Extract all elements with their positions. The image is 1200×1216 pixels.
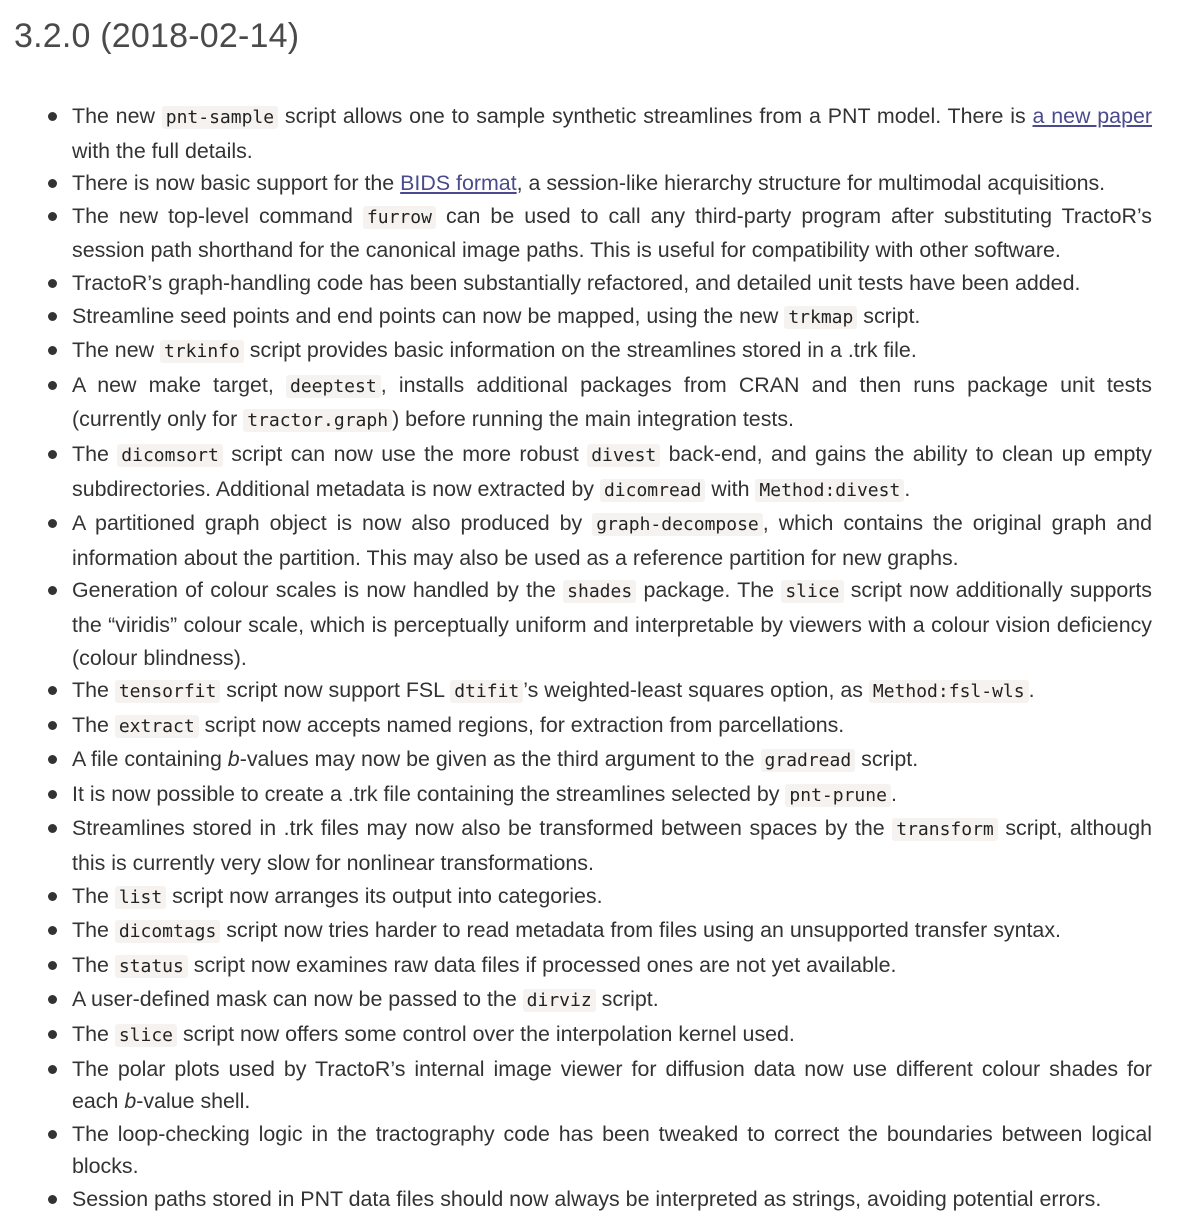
item-text: script provides basic information on the streamlines stored in a .trk file. (243, 338, 917, 363)
list-item-graph-decompose (72, 507, 1152, 574)
bullet-icon (48, 995, 57, 1004)
item-text: A partitioned graph object is now also produced by (72, 511, 593, 536)
bullet-icon (48, 1065, 57, 1074)
item-text: Streamline seed points and end points can now be mapped, using the new (72, 303, 785, 328)
list-item-pnt-prune (72, 778, 1152, 813)
item-text: The loop-checking logic in the tractography code has been tweaked to correct the boundaries between logical blocks. (72, 1121, 1152, 1179)
list-item-list (72, 880, 1152, 915)
version-heading: 3.2.0 (2018-02-14) (14, 17, 300, 55)
inline-code: slice (115, 1024, 177, 1047)
item-text: Generation of colour scales is now handled by the (72, 578, 564, 603)
item-text: The (72, 918, 115, 943)
item-text: A user-defined mask can now be passed to the (72, 987, 523, 1012)
item-text: script now support FSL (220, 678, 451, 703)
item-text: ) before running the main integration tests. (392, 407, 794, 432)
list-item-furrow (72, 200, 1152, 267)
inline-code: furrow (363, 206, 436, 229)
bullet-icon (48, 755, 57, 764)
bullet-icon (48, 1130, 57, 1139)
list-item-loop-checking (72, 1118, 1152, 1183)
inline-code: slice (781, 580, 843, 603)
item-text: A new make target, (72, 372, 286, 397)
inline-code: dicomsort (117, 444, 223, 467)
item-text: , installs additional packages from CRAN and then runs package unit tests (currently only for (72, 372, 1152, 432)
bullet-icon (48, 346, 57, 355)
list-item-transform (72, 812, 1152, 879)
item-text: with the full details. (72, 138, 253, 163)
inline-code: tractor.graph (243, 409, 392, 432)
bullet-icon (48, 892, 57, 901)
item-text: can be used to call any third-party program after substituting TractoR’s session path shorthand for the canonical image paths. This is useful for compatibility with other software. (72, 203, 1152, 263)
item-text: The (72, 1022, 115, 1047)
inline-code: extract (115, 715, 199, 738)
list-item-polar-plots (72, 1053, 1152, 1118)
bullet-icon (48, 112, 57, 121)
item-text: script now tries harder to read metadata from files using an unsupported transfer syntax. (220, 918, 1061, 943)
list-item-bids (72, 167, 1152, 200)
list-item-status (72, 949, 1152, 984)
inline-code: tensorfit (115, 680, 221, 703)
item-text: The (72, 441, 118, 466)
inline-link[interactable]: a new paper (1032, 104, 1152, 128)
inline-code: status (115, 955, 188, 978)
emphasis-text: b (227, 747, 240, 772)
item-text: , which contains the original graph and information about the partition. This may also be used as a reference partition for new graphs. (72, 511, 1152, 570)
item-text: script now arranges its output into categories. (166, 883, 603, 908)
list-item-gradread (72, 743, 1152, 778)
list-item-session-paths (72, 1183, 1152, 1216)
bullet-icon (48, 450, 57, 459)
bullet-icon (48, 312, 57, 321)
bullet-icon (48, 279, 57, 288)
inline-code: gradread (761, 749, 856, 772)
item-text: It is now possible to create a .trk file containing the streamlines selected by (72, 781, 786, 806)
item-text: script now offers some control over the interpolation kernel used. (177, 1022, 795, 1047)
inline-code: dtifit (450, 680, 523, 703)
inline-code: dicomtags (115, 920, 221, 943)
list-item-shades (72, 574, 1152, 674)
inline-code: list (115, 886, 166, 909)
inline-code: deeptest (286, 375, 381, 398)
item-text: package. The (636, 578, 782, 603)
list-item-tensorfit (72, 674, 1152, 709)
item-text: The new (72, 104, 162, 128)
list-item-trkinfo (72, 334, 1152, 369)
inline-code: Method:divest (755, 479, 904, 502)
list-item-dicomtags (72, 914, 1152, 949)
item-text: script now accepts named regions, for extraction from parcellations. (198, 712, 845, 737)
item-text: script allows one to sample synthetic streamlines from a PNT model. There is (278, 104, 1033, 128)
inline-code: pnt-sample (162, 106, 278, 129)
inline-code: pnt-prune (785, 784, 891, 807)
inline-code: graph-decompose (592, 513, 763, 536)
bullet-icon (48, 686, 57, 695)
inline-code: trkinfo (160, 340, 244, 363)
list-item-deeptest (72, 369, 1152, 438)
item-text: script. (855, 747, 919, 772)
list-item-trkmap (72, 300, 1152, 335)
inline-code: shades (563, 580, 636, 603)
inline-code: divest (587, 444, 660, 467)
item-text: , a session-like hierarchy structure for multimodal acquisitions. (516, 171, 1106, 196)
item-text: The polar plots used by TractoR’s internal image viewer for diffusion data now use different colour shades for each (72, 1056, 1152, 1114)
inline-code: transform (892, 818, 998, 841)
emphasis-text: b (124, 1089, 137, 1114)
item-text: . (890, 781, 897, 806)
item-text: script, although this is currently very slow for nonlinear transformations. (72, 816, 1152, 876)
item-text: . (904, 476, 911, 501)
item-text: The (72, 952, 115, 977)
changes-list (14, 100, 1152, 1216)
item-text: with (705, 476, 756, 501)
item-text: . (1028, 678, 1035, 703)
item-text: script now examines raw data files if processed ones are not yet available. (187, 952, 897, 977)
item-text: ’s weighted-least squares option, as (523, 678, 869, 703)
inline-code: trkmap (784, 306, 857, 329)
item-text: script. (595, 987, 659, 1012)
list-item-extract (72, 709, 1152, 744)
inline-code: Method:fsl-wls (869, 680, 1029, 703)
list-item-graph-refactor (72, 267, 1152, 300)
bullet-icon (48, 212, 57, 221)
item-text: script can now use the more robust (222, 441, 588, 466)
item-text: script. (857, 303, 921, 328)
list-item-slice-kernel (72, 1018, 1152, 1053)
bullet-icon (48, 790, 57, 799)
inline-code: dirviz (523, 989, 596, 1012)
item-text: There is now basic support for the (72, 171, 401, 196)
bullet-icon (48, 1030, 57, 1039)
bullet-icon (48, 824, 57, 833)
bullet-icon (48, 179, 57, 188)
list-item-dicomsort (72, 438, 1152, 507)
list-item-pnt-sample (72, 100, 1152, 167)
item-text: The (72, 883, 115, 908)
item-text: The new (72, 338, 160, 363)
item-text: Session paths stored in PNT data files should now always be interpreted as strings, avoiding potential errors. (72, 1187, 1102, 1211)
bullet-icon (48, 961, 57, 970)
item-text: A file containing (72, 747, 228, 772)
item-text: script now additionally supports the “viridis” colour scale, which is perceptually uniform and interpretable by viewers with a colour vision deficiency (colour blindness). (72, 578, 1153, 670)
bullet-icon (48, 1195, 57, 1204)
item-text: The (72, 678, 115, 703)
bullet-icon (48, 519, 57, 528)
item-text: The new top-level command (72, 203, 363, 228)
bullet-icon (48, 381, 57, 390)
bullet-icon (48, 721, 57, 730)
item-text: Streamlines stored in .trk files may now also be transformed between spaces by the (72, 816, 893, 841)
item-text: -value shell. (136, 1089, 251, 1114)
item-text: back-end, and gains the ability to clean up empty subdirectories. Additional metadata is now extracted by (72, 441, 1153, 501)
inline-link[interactable]: BIDS format (400, 171, 517, 196)
item-text: -values may now be given as the third argument to the (239, 747, 761, 772)
inline-code: dicomread (600, 479, 706, 502)
bullet-icon (48, 926, 57, 935)
bullet-icon (48, 586, 57, 595)
list-item-dirviz (72, 983, 1152, 1018)
item-text: The (72, 712, 115, 737)
item-text: TractoR’s graph-handling code has been substantially refactored, and detailed unit tests have been added. (72, 270, 1081, 295)
